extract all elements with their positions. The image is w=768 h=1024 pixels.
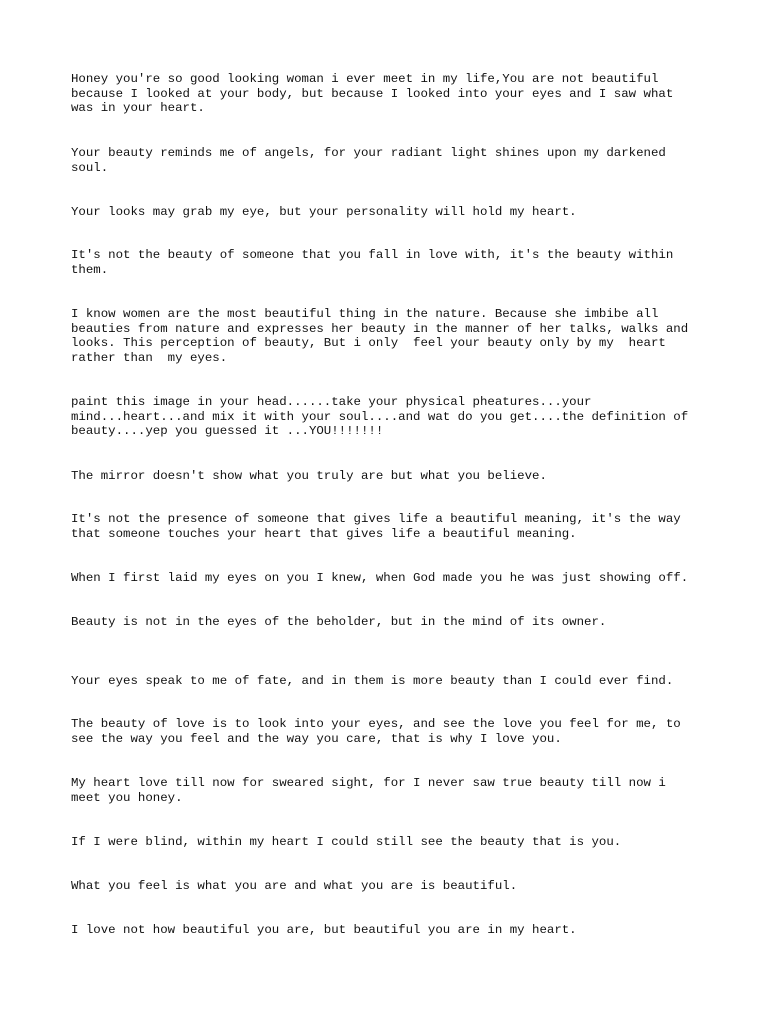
paragraph-9: When I first laid my eyes on you I knew, when God made you he was just showing off. bbox=[71, 571, 689, 585]
paragraph-13: My heart love till now for sweared sight, for I never saw true beauty till now i meet you honey. bbox=[71, 776, 666, 805]
paragraph-16: I love not how beautiful you are, but beautiful you are in my heart. bbox=[71, 923, 577, 937]
paragraph-8: It's not the presence of someone that gives life a beautiful meaning, it's the way that someone touches your heart that gives life a beautiful meaning. bbox=[71, 512, 681, 541]
paragraph-4: It's not the beauty of someone that you fall in love with, it's the beauty within them. bbox=[71, 248, 674, 277]
paragraph-3: Your looks may grab my eye, but your personality will hold my heart. bbox=[71, 205, 577, 219]
paragraph-11: Your eyes speak to me of fate, and in them is more beauty than I could ever find. bbox=[71, 674, 674, 688]
paragraph-1: Honey you're so good looking woman i ever meet in my life,You are not beautiful because I looked at your body, but because I looked into your eyes and I saw what was in your heart. bbox=[71, 72, 674, 116]
paragraph-7: The mirror doesn't show what you truly are but what you believe. bbox=[71, 469, 547, 483]
paragraph-15: What you feel is what you are and what you are is beautiful. bbox=[71, 879, 518, 893]
paragraph-12: The beauty of love is to look into your eyes, and see the love you feel for me, to see the way you feel and the way you care, that is why I love you. bbox=[71, 717, 681, 746]
paragraph-6: paint this image in your head......take your physical pheatures...your mind...heart...and mix it with your soul....and wat do you get....the definition of beauty....yep you guessed it ...YOU!!!!!!! bbox=[71, 395, 689, 439]
paragraph-10: Beauty is not in the eyes of the beholder, but in the mind of its owner. bbox=[71, 615, 607, 629]
paragraph-14: If I were blind, within my heart I could still see the beauty that is you. bbox=[71, 835, 622, 849]
paragraph-2: Your beauty reminds me of angels, for your radiant light shines upon my darkened soul. bbox=[71, 146, 666, 175]
paragraph-5: I know women are the most beautiful thing in the nature. Because she imbibe all beauties from nature and expresses her beauty in the manner of her talks, walks and looks. This perception of beauty, But i only feel your beauty only by my heart rather than my eyes. bbox=[71, 307, 689, 365]
